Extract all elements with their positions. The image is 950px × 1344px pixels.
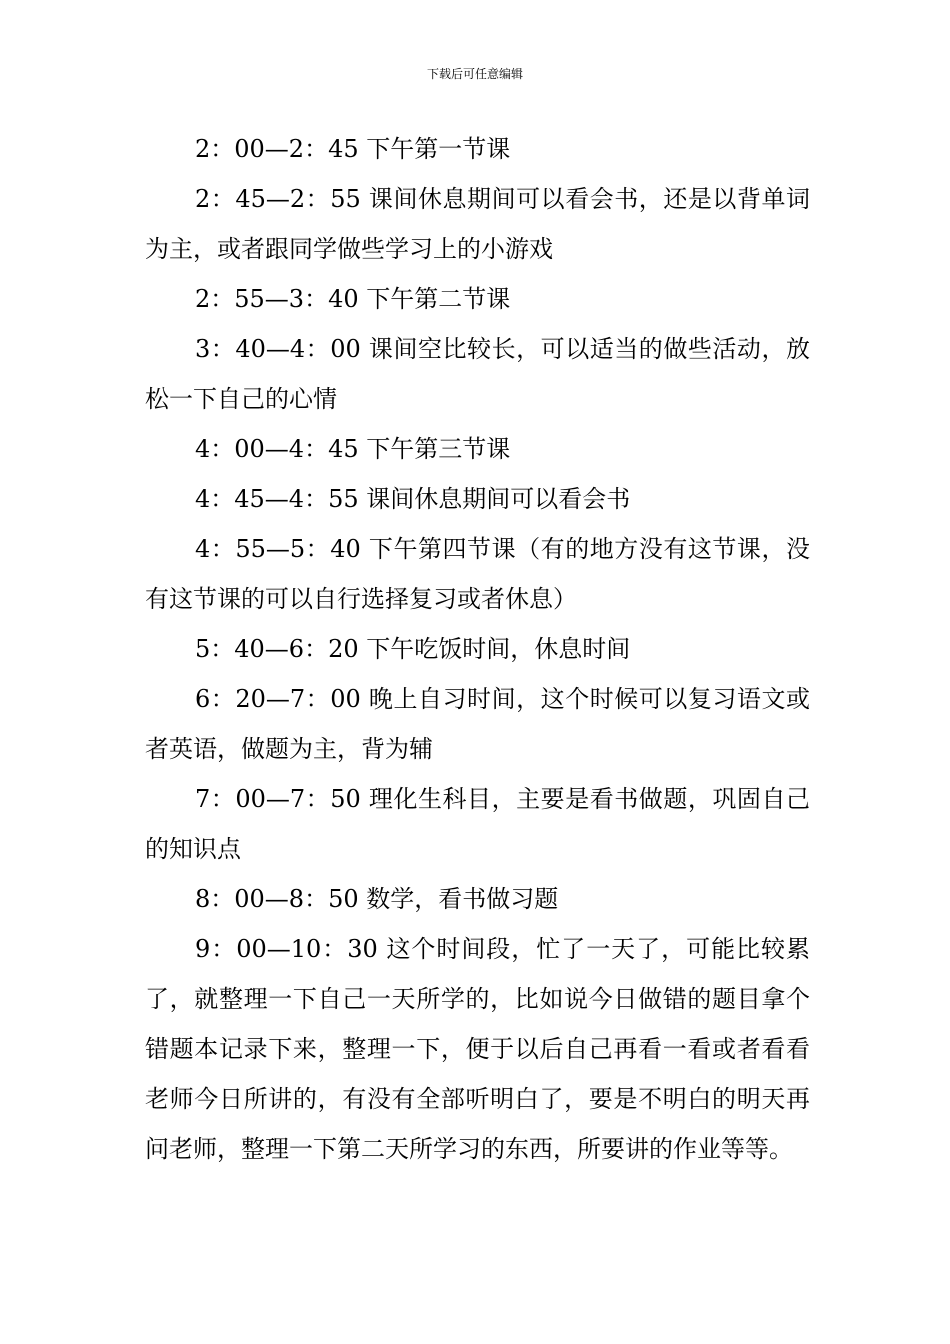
schedule-paragraph-2: 2：45—2：55 课间休息期间可以看会书，还是以背单词为主，或者跟同学做些学习上的小游戏 bbox=[145, 185, 810, 263]
schedule-paragraph-10: 7：00—7：50 理化生科目，主要是看书做题，巩固自己的知识点 bbox=[145, 785, 810, 863]
schedule-paragraph-6: 4：45—4：55 课间休息期间可以看会书 bbox=[195, 485, 631, 513]
schedule-paragraph-7: 4：55—5：40 下午第四节课（有的地方没有这节课，没有这节课的可以自行选择复习或者休息） bbox=[145, 535, 810, 613]
document-body bbox=[145, 124, 810, 1174]
schedule-paragraph-12: 9：00—10：30 这个时间段，忙了一天了，可能比较累了，就整理一下自己一天所学的，比如说今日做错的题目拿个错题本记录下来，整理一下，便于以后自己再看一看或者看看老师今日所讲的，有没有全部听明白了，要是不明白的明天再问老师，整理一下第二天所学习的东西，所要讲的作业等等。 bbox=[145, 935, 810, 1163]
schedule-paragraph-9: 6：20—7：00 晚上自习时间，这个时候可以复习语文或者英语，做题为主，背为辅 bbox=[145, 685, 810, 763]
page-header: 下载后可任意编辑 bbox=[426, 67, 523, 81]
schedule-paragraph-4: 3：40—4：00 课间空比较长，可以适当的做些活动，放松一下自己的心情 bbox=[145, 335, 810, 413]
schedule-paragraph-1: 2：00—2：45 下午第一节课 bbox=[195, 135, 511, 163]
schedule-paragraph-5: 4：00—4：45 下午第三节课 bbox=[195, 435, 511, 463]
schedule-paragraph-3: 2：55—3：40 下午第二节课 bbox=[195, 285, 511, 313]
schedule-paragraph-11: 8：00—8：50 数学，看书做习题 bbox=[195, 885, 559, 913]
schedule-paragraph-8: 5：40—6：20 下午吃饭时间，休息时间 bbox=[195, 635, 631, 663]
